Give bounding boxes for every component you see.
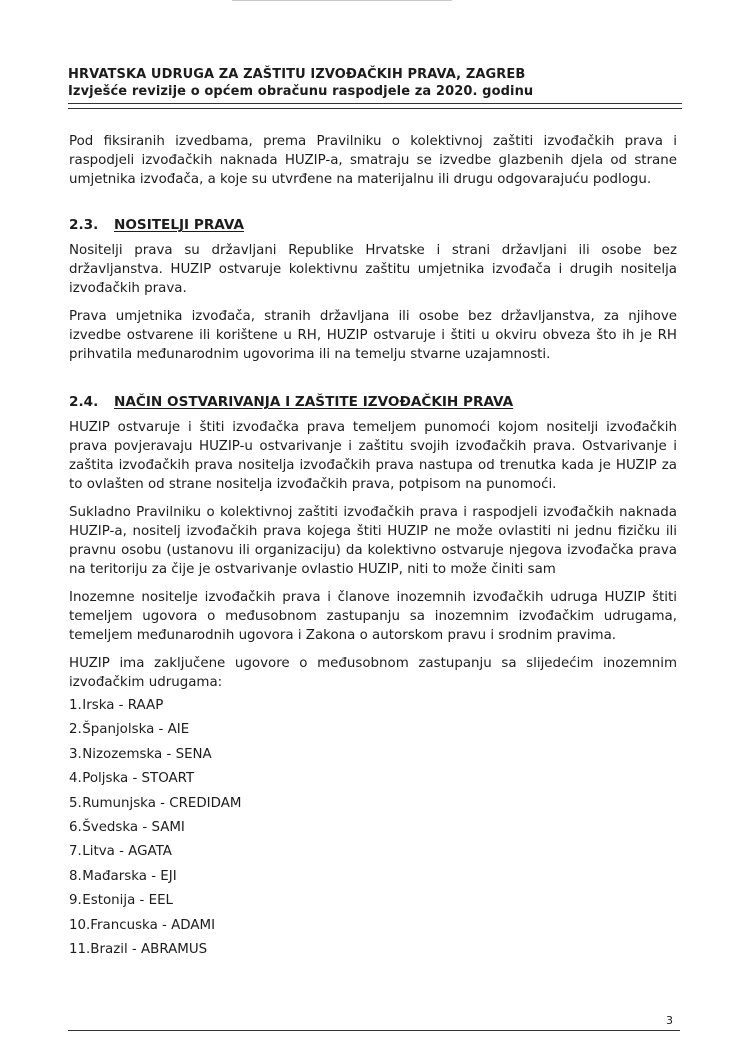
document-header bbox=[68, 66, 688, 100]
section-title: NAČIN OSTVARIVANJA I ZAŠTITE IZVOĐAČKIH PRAVA bbox=[114, 394, 514, 410]
section-2-4-paragraph-2: Sukladno Pravilniku o kolektivnoj zaštiti izvođačkih prava i raspodjeli izvođačkih naknada HUZIP-a, nositelj izvođačkih prava kojega štiti HUZIP ne može ovlastiti ni jednu fizičku ili pravnu osobu (ustanovu ili organizaciju) da kolektivno ostvaruje njegova izvođačka prava na teritoriju za čije je ostvarivanje ovlastio HUZIP, niti to može činiti sam bbox=[69, 505, 677, 577]
list-item: 2. Španjolska - AIE bbox=[69, 722, 190, 738]
list-item: 10.Francuska - ADAMI bbox=[69, 917, 216, 933]
section-2-4-paragraph-1: HUZIP ostvaruje i štiti izvođačka prava temeljem punomoći kojom nositelji izvođačkih prava povjeravaju HUZIP-u ostvarivanje i zaštitu svojih izvođačkih prava. Ostvarivanje i zaštita izvođačkih prava nositelja izvođačkih prava nastupa od trenutka kada je HUZIP za to ovlašten od strane nositelja izvođačkih prava, potpisom na punomoći. bbox=[69, 420, 677, 492]
section-number: 2.4. bbox=[69, 394, 99, 410]
list-item: 4. Poljska - STOART bbox=[69, 771, 195, 787]
document-body bbox=[69, 132, 677, 964]
section-heading-2-4 bbox=[69, 393, 677, 412]
header-report-title: Izvješće revizije o općem obračunu raspodjele za 2020. godinu bbox=[68, 84, 534, 99]
page-number: 3 bbox=[666, 1014, 673, 1027]
section-heading-2-3 bbox=[69, 216, 677, 235]
section-2-4-paragraph-3: Inozemne nositelje izvođačkih prava i članove inozemnih izvođačkih udruga HUZIP štiti temeljem ugovora o međusobnom zastupanju sa inozemnim izvođačkim udrugama, temeljem međunarodnih ugovora i Zakona o autorskom pravu i srodnim pravima. bbox=[69, 590, 677, 643]
header-double-rule bbox=[68, 103, 682, 109]
section-2-3-paragraph-2: Prava umjetnika izvođača, stranih državljana ili osobe bez državljanstva, za njihove izvedbe ostvarene ili korištene u RH, HUZIP ostvaruje i štiti u okviru obveza što ih je RH prihvatila međunarodnim ugovorima ili na temelju stvarne uzajamnosti. bbox=[69, 309, 677, 362]
list-item: 6. Švedska - SAMI bbox=[69, 819, 185, 835]
organization-list bbox=[69, 696, 677, 964]
list-item: 5. Rumunjska - CREDIDAM bbox=[69, 795, 242, 811]
header-organization: HRVATSKA UDRUGA ZA ZAŠTITU IZVOĐAČKIH PRAVA, ZAGREB bbox=[68, 67, 526, 82]
section-title: NOSITELJI PRAVA bbox=[114, 217, 244, 233]
list-item: 1. Irska - RAAP bbox=[69, 698, 164, 713]
intro-paragraph: Pod fiksiranih izvedbama, prema Pravilniku o kolektivnoj zaštiti izvođačkih prava i raspodjeli izvođačkih naknada HUZIP-a, smatraju se izvedbe glazbenih djela od strane umjetnika izvođača, a koje su utvrđene na materijalnu ili drugu odgovarajuću podlogu. bbox=[69, 134, 677, 187]
list-item: 9. Estonija - EEL bbox=[69, 893, 174, 909]
footer-rule bbox=[68, 1030, 680, 1031]
list-item: 7. Litva - AGATA bbox=[69, 844, 172, 860]
scan-edge-line bbox=[232, 0, 452, 1]
section-2-3-paragraph-1: Nositelji prava su državljani Republike Hrvatske i strani državljani ili osobe bez državljanstva. HUZIP ostvaruje kolektivnu zaštitu umjetnika izvođača i drugih nositelja izvođačkih prava. bbox=[69, 243, 677, 296]
list-item: 8. Mađarska - EJI bbox=[69, 868, 177, 884]
list-item: 11.Brazil - ABRAMUS bbox=[69, 941, 208, 957]
list-item: 3. Nizozemska - SENA bbox=[69, 746, 212, 762]
section-2-4-paragraph-4: HUZIP ima zaključene ugovore o međusobnom zastupanju sa slijedećim inozemnim izvođačkim udrugama: bbox=[69, 656, 677, 690]
section-number: 2.3. bbox=[69, 217, 99, 233]
